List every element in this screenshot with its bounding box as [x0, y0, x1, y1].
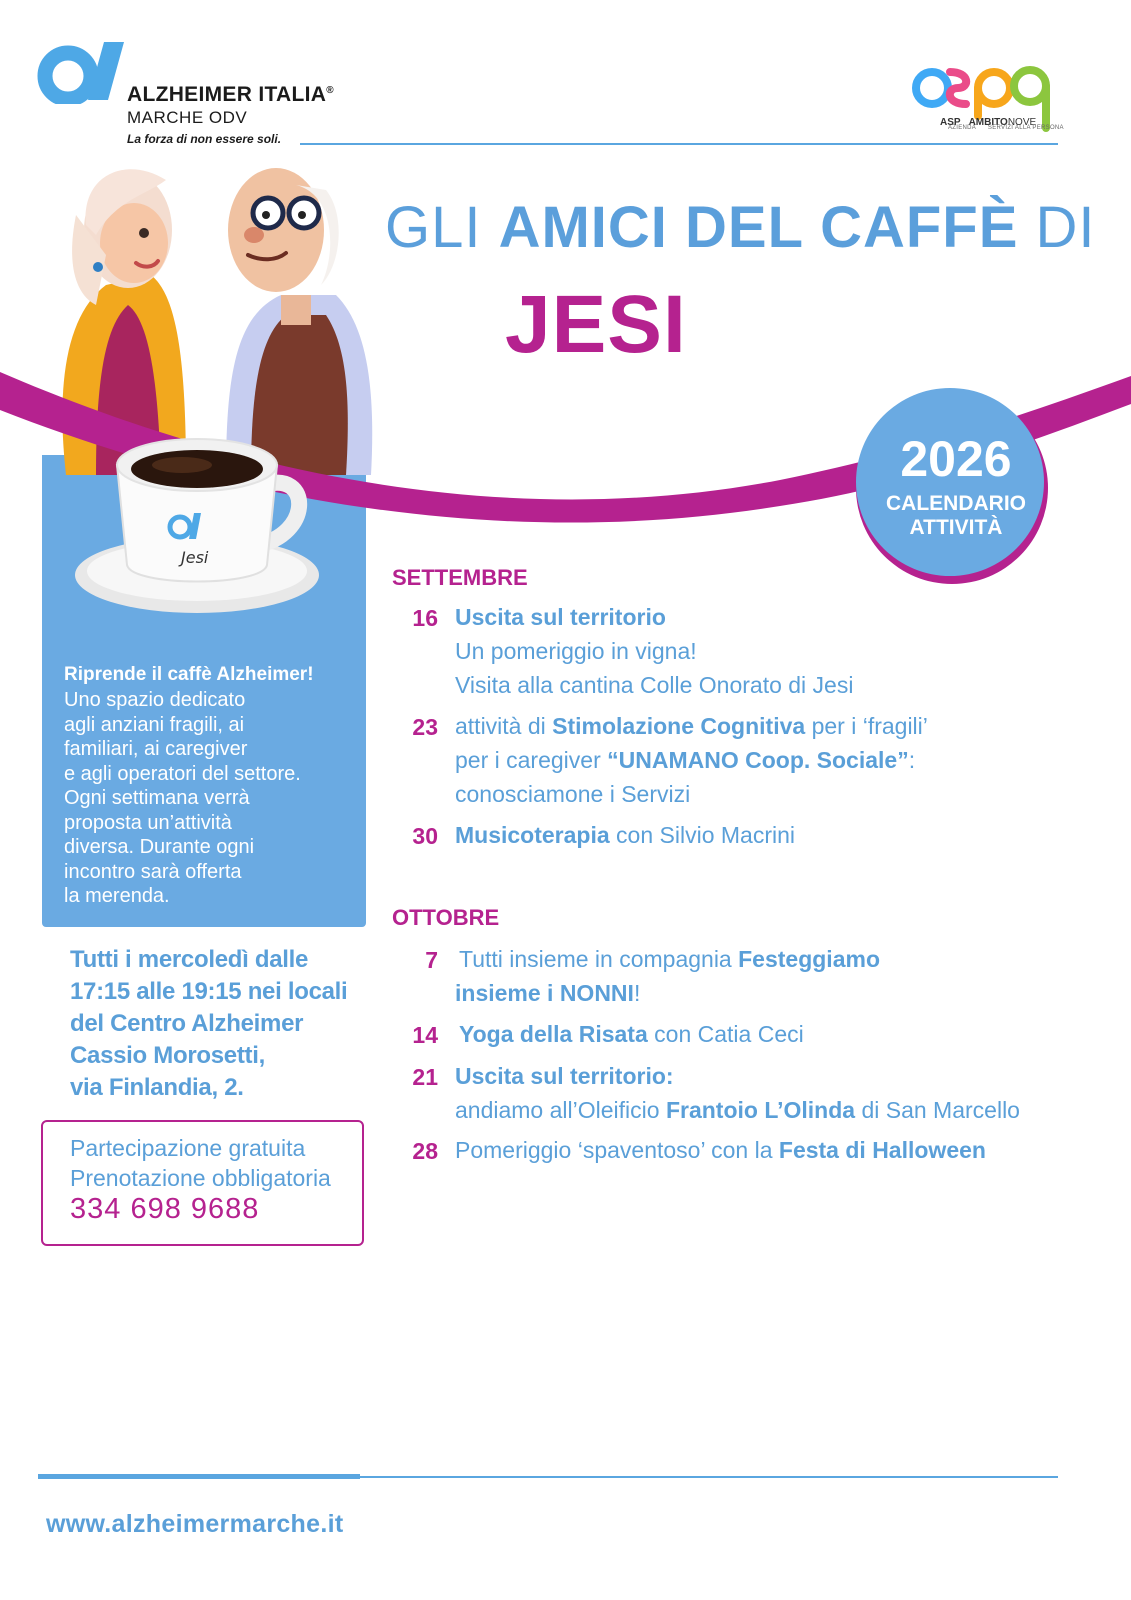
event-line: conosciamone i Servizi	[455, 781, 691, 807]
month-october: OTTOBRE	[392, 905, 500, 930]
event-day: 28	[412, 1138, 438, 1164]
event-day: 30	[412, 823, 438, 849]
event-line: Un pomeriggio in vigna!	[455, 638, 697, 664]
booking-free: Partecipazione gratuita	[70, 1135, 306, 1161]
year-badge	[846, 388, 1056, 588]
cup-label: Jesi	[181, 548, 209, 567]
event-line: Pomeriggio ‘spaventoso’ con la Festa di Halloween	[455, 1137, 986, 1163]
badge-line2: ATTIVITÀ	[909, 516, 1003, 539]
coffee-cup-illustration	[72, 425, 332, 615]
event-line: Musicoterapia con Silvio Macrini	[455, 822, 795, 848]
intro-headline: Riprende il caffè Alzheimer!	[64, 664, 314, 685]
event-line: insieme i NONNI!	[455, 980, 641, 1006]
event-day: 23	[412, 714, 438, 740]
event-day: 16	[412, 605, 438, 631]
month-september: SETTEMBRE	[392, 565, 528, 590]
event-day: 14	[412, 1022, 438, 1048]
event-line: Tutti insieme in compagnia Festeggiamo	[459, 946, 880, 972]
event-line: andiamo all’Oleificio Frantoio L’Olinda di San Marcello	[455, 1097, 1020, 1123]
event-line: Visita alla cantina Colle Onorato di Jesi	[455, 672, 854, 698]
badge-year: 2026	[900, 431, 1012, 487]
footer-divider-thick	[38, 1474, 360, 1479]
schedule-info: Tutti i mercoledì dalle 17:15 alle 19:15 nei locali del Centro Alzheimer Cassio Morosetti, via Finlandia, 2.	[70, 946, 348, 1101]
footer-divider-thin	[360, 1476, 1058, 1478]
org-tagline: La forza di non essere soli.	[127, 132, 282, 146]
badge-line1: CALENDARIO	[886, 492, 1026, 515]
event-line: Uscita sul territorio	[455, 604, 666, 630]
partner-name: ASP AMBITONOVE	[940, 117, 1037, 128]
event-day: 7	[425, 947, 438, 973]
event-line: attività di Stimolazione Cognitiva per i ‘fragili’	[455, 713, 928, 739]
alzheimer-italia-logo-icon	[36, 38, 126, 104]
booking-required: Prenotazione obbligatoria	[70, 1165, 331, 1191]
website-link[interactable]: www.alzheimermarche.it	[46, 1510, 344, 1538]
page-title: GLI AMICI DEL CAFFÈ DI	[385, 195, 1096, 260]
page-title-city: JESI	[505, 279, 687, 370]
org-branch: MARCHE ODV	[127, 108, 248, 127]
header-divider	[300, 143, 1058, 145]
event-line: Uscita sul territorio:	[455, 1063, 674, 1089]
event-line: per i caregiver “UNAMANO Coop. Sociale”:	[455, 747, 916, 773]
event-line: Yoga della Risata con Catia Ceci	[459, 1021, 804, 1047]
org-name: ALZHEIMER ITALIA®	[127, 83, 334, 106]
event-day: 21	[412, 1064, 438, 1090]
partner-subtitle: AZIENDA SERVIZI ALLA PERSONA	[948, 125, 1064, 131]
intro-body: Uno spazio dedicato agli anziani fragili, ai familiari, ai caregiver e agli operatori del settore. Ogni settimana verrà proposta un’attività diversa. Durante ogni incontro sarà offerta la merenda.	[64, 689, 301, 907]
booking-phone[interactable]: 334 698 9688	[70, 1193, 260, 1225]
